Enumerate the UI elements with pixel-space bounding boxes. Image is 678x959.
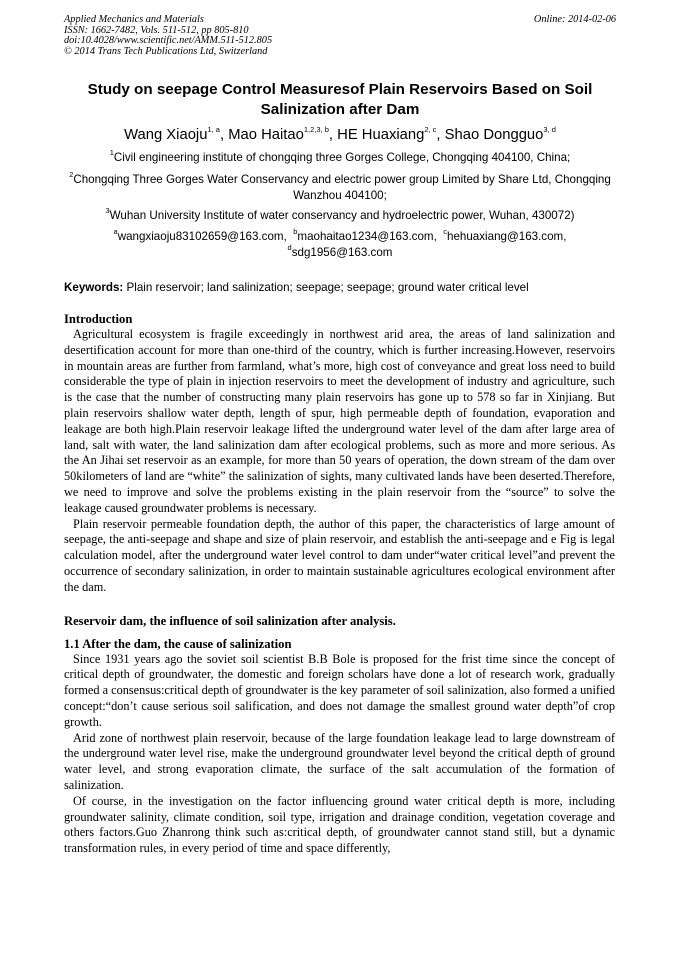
author-superscript: 3, d	[543, 125, 556, 135]
affiliation-2	[64, 172, 616, 204]
doi-line[interactable]: doi:10.4028/www.scientific.net/AMM.511-512.805	[64, 35, 273, 47]
author-superscript: 1,2,3, b	[303, 125, 329, 135]
author-name: Shao Dongguo	[444, 127, 544, 143]
journal-name: Applied Mechanics and Materials	[64, 14, 204, 25]
paragraph: Since 1931 years ago the soviet soil scientist B.B Bole is proposed for the frist time since the concept of critical depth of groundwater, the domestic and foreign scholars have done a lot of research work, gradually formed a consensus:critical depth of groundwater is the key parameter of soil salinization, also formed a unified concept:“don’t cause serious soil salification, and does not damage the smallest ground water depth”of crop growth.	[64, 651, 615, 729]
online-date: Online: 2014-02-06	[533, 14, 616, 25]
email-superscript: c	[443, 227, 448, 237]
author-superscript: 2, c	[424, 125, 437, 135]
subsection-heading-1-1: 1.1 After the dam, the cause of salinization	[64, 636, 292, 651]
author-separator: ,	[436, 127, 445, 143]
email-address[interactable]: wangxiaoju83102659@163.com,	[117, 230, 287, 243]
paper-body	[64, 311, 615, 857]
spacer	[64, 596, 615, 613]
email-address[interactable]: sdg1956@163.com	[291, 245, 393, 259]
section-heading-introduction: Introduction	[64, 312, 133, 326]
author-name: Mao Haitao	[228, 127, 304, 143]
email-list	[64, 229, 616, 260]
affiliation-superscript: 1	[109, 148, 114, 158]
paragraph: Arid zone of northwest plain reservoir, because of the large foundation leakage lead to large downstream of the underground water level rise, make the underground groundwater level beyond the critical depth of ground water level, and strong evaporation climate, the surface of the salt accumulation of the formation of salinization.	[64, 730, 615, 792]
paragraph: Of course, in the investigation on the factor influencing ground water critical depth is more, including groundwater salinity, climate condition, soil type, irrigation and drainage condition, vegetation coverage and others factors.Guo Zhanrong think such as:critical depth, of groundwater cannot stand still, but a dynamic transformation rules, in every period of time and space differently,	[64, 793, 615, 856]
journal-header	[64, 15, 616, 57]
affiliation-1	[64, 150, 616, 166]
affiliation-text: Civil engineering institute of chongqing three Gorges College, Chongqing 404100, China;	[113, 151, 571, 164]
email-address[interactable]: maohaitao1234@163.com,	[297, 230, 437, 243]
affiliation-superscript: 3	[105, 206, 110, 216]
copyright-line: © 2014 Trans Tech Publications Ltd, Switzerland	[64, 45, 268, 57]
section-heading-1: Reservoir dam, the influence of soil salinization after analysis.	[64, 613, 396, 628]
affiliation-superscript: 2	[69, 170, 74, 180]
spacer	[64, 629, 615, 636]
author-separator: ,	[328, 127, 338, 143]
affiliation-text: Chongqing Three Gorges Water Conservancy and electric power group Limited by Share Ltd, Chongqing Wanzhou 404100;	[73, 173, 611, 202]
issn-line: ISSN: 1662-7482, Vols. 511-512, pp 805-810	[64, 24, 249, 36]
email-superscript: a	[113, 227, 118, 237]
author-name: Wang Xiaoju	[124, 127, 208, 143]
author-separator: ,	[219, 127, 229, 143]
affiliation-3	[64, 208, 616, 224]
email-superscript: d	[287, 242, 292, 252]
paper-title: Study on seepage Control Measuresof Plain Reservoirs Based on Soil Salinization after Dam	[87, 81, 593, 118]
author-name: HE Huaxiang	[337, 127, 425, 143]
paragraph: Agricultural ecosystem is fragile exceedingly in northwest arid area, the areas of land salinization and desertification account for more than one-third of the country, which is further increasing.However, reservoirs in mountain areas are further from farmland, what’s more, high cost of conveyance and great loss need to build considerable the type of plain in injection reservoirs to meet the development of industry and agriculture, such is the case that the number of constructing many plain reservoirs has gone up to 578 so far in Xinjiang. But plain reservoirs shallow water depth, length of spur, high permeable depth of foundation, evaporation and leakage are both high.Plain reservoir leakage lifted the underground water level of the dam after large area of land, salt with water, the land salinization dam after ecological problems, such as more and more serious. As the An Jihai set reservoir as an example, for more than 50 years of operation, the down stream of the dam over 50kilometers of land are “white” the salinization of sights, many cultivated lands have been deserted.Therefore, we need to improve and solve the problems existing in the plain reservoir from the “source” to solve the leakage caused groundwater problems is necessary.	[64, 327, 615, 515]
paragraph: Plain reservoir permeable foundation depth, the author of this paper, the characteristics of large amount of seepage, the anti-seepage and shape and size of plain reservoir, and establish the anti-seepage and e Fig is legal calculation model, after the underground water level control to dam under“water critical level”and prevent the occurrence of secondary salinization, in order to maintain sustainable agricultures ecological environment after the dam.	[64, 516, 615, 594]
keywords-line	[64, 280, 616, 295]
email-superscript: b	[293, 227, 298, 237]
affiliation-text: Wuhan University Institute of water conservancy and hydroelectric power, Wuhan, 430072)	[109, 209, 575, 222]
email-address[interactable]: hehuaxiang@163.com,	[447, 230, 567, 243]
keywords-text: Plain reservoir; land salinization; seepage; seepage; ground water critical level	[126, 281, 529, 294]
keywords-label: Keywords:	[64, 281, 124, 294]
author-list	[64, 126, 616, 144]
author-superscript: 1, a	[207, 125, 220, 135]
